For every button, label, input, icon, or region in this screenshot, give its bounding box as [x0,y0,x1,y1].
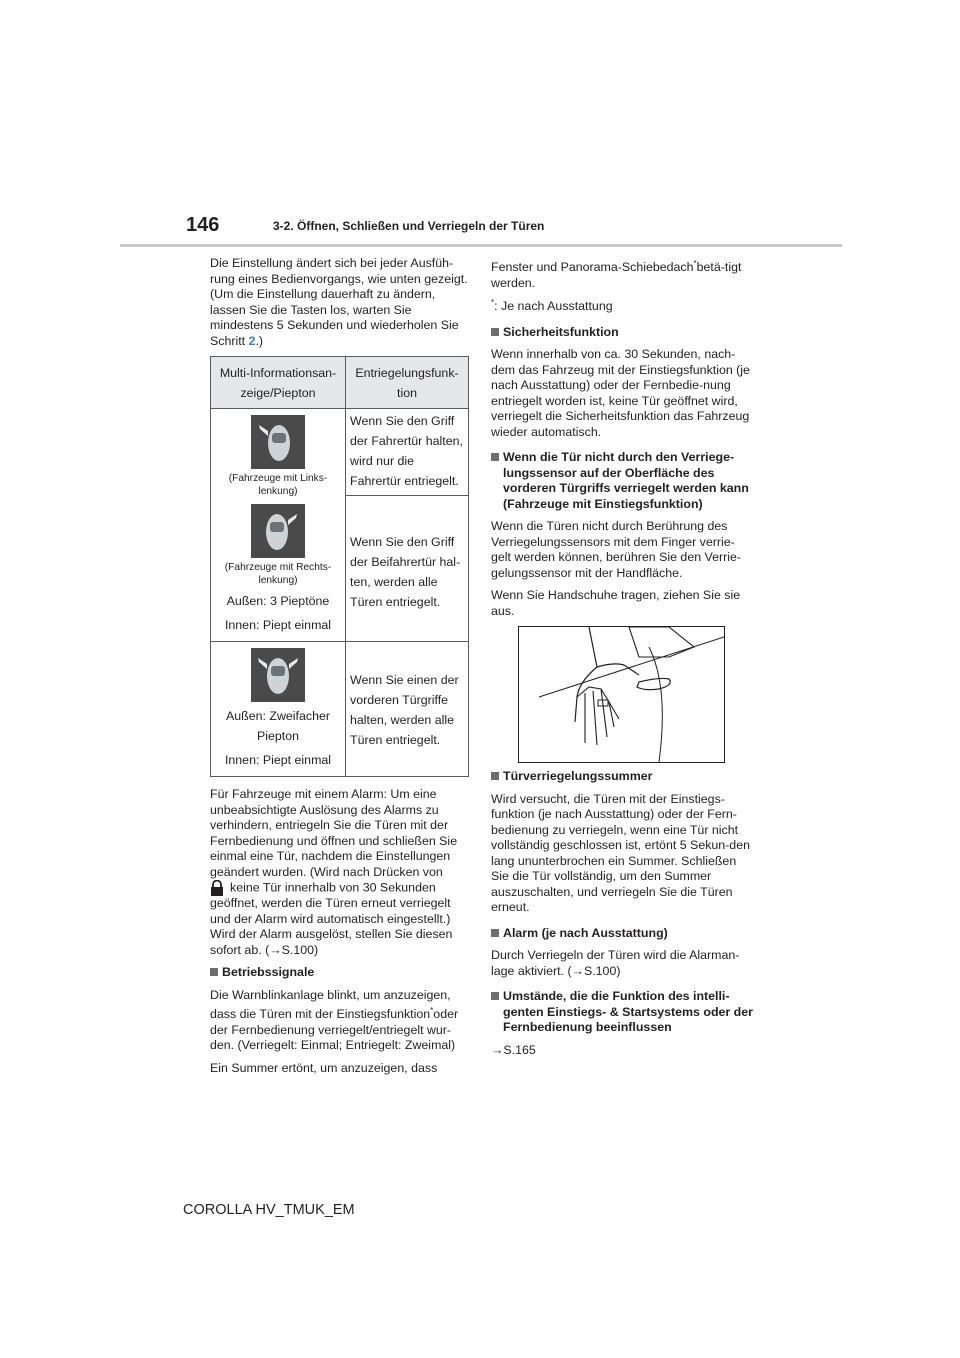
rhd-caption: (Fahrzeuge mit Rechts-lenkung) [224,562,332,586]
intro-paragraph [210,256,472,349]
sensor-text-2: Wenn Sie Handschuhe tragen, ziehen Sie sie aus. [491,588,741,618]
header-divider [120,244,842,247]
sensor-heading: Wenn die Tür nicht durch den Verriege-lungssensor auf der Oberfläche des vorderen Türgriffs verriegelt werden kann (Fahrzeuge mit Einstiegsfunktion) [491,450,753,512]
cont-text-1: Fenster und Panorama-Schiebedach [491,260,694,275]
betrieb-paragraph [210,988,472,1054]
footnote [491,295,753,315]
row3-inside: Innen: Piept einmal [224,753,332,767]
hand-on-door-handle-illustration [518,626,725,763]
row2-function: Wenn Sie den Griff der Beifahrertür hal-ten, werden alle Türen entriegelt. [346,496,469,642]
sich-text: Wenn innerhalb von ca. 30 Sekunden, nach-dem das Fahrzeug mit der Einstiegsfunktion (je nach Ausstattung) oder der Fernbedie-nung entriegelt worden ist, keine Tür geöffnet wird, verriegelt die Sicherheitsfunktion das Fahrzeug wieder automatisch. [491,347,750,439]
table-header-display: Multi-Informationsan-zeige/Piepton [211,357,346,409]
row3-function: Wenn Sie einen der vorderen Türgriffe halten, werden alle Türen entriegelt. [346,642,469,777]
alarm-heading: Alarm (je nach Ausstattung) [491,926,753,942]
table-header-function: Entriegelungsfunk-tion [346,357,469,409]
car-driver-door-open-icon [251,415,305,469]
umst-reference: →S.165 [491,1042,536,1057]
umst-heading: Umstände, die die Funktion des intelli-genten Einstiegs- & Startsystems oder der Fernbedienung beeinflussen [491,989,753,1036]
lhd-caption: (Fahrzeuge mit Links-lenkung) [228,473,328,497]
alarm-text-1: Für Fahrzeuge mit einem Alarm: Um eine unbeabsichtigte Auslösung des Alarms zu verhindern, entriegeln Sie die Türen mit der Fernbedienung und öffnen und schließen Sie einmal eine Tür, nachdem die Einstellungen geändert wurden. (Wird nach Drücken von [210,787,458,879]
section-title: 3-2. Öffnen, Schließen und Verriegeln der Türen [273,219,545,233]
intro-text: Die Einstellung ändert sich bei jeder Ausfüh-rung eines Bedienvorgangs, wie unten gezeigt. (Um die Einstellung dauerhaft zu ändern, lassen Sie die Tasten los, warten Sie mindestens 5 Sekunden und wiederholen Sie Schritt [210,256,468,348]
sensor-text-1: Wenn die Türen nicht durch Berührung des Verriegelungssensors mit dem Finger verrie-gelt werden können, berühren Sie den Verrie-gelungssensor mit der Handfläche. [491,519,742,580]
summer-heading: Türverriegelungssummer [491,769,753,785]
unlock-settings-table [210,356,469,777]
page-number: 146 [186,214,220,236]
car-all-doors-open-icon [251,648,305,702]
row1-function: Wenn Sie den Griff der Fahrertür halten, wird nur die Fahrertür entriegelt. [346,409,469,496]
continued-paragraph [491,256,753,291]
right-column [491,256,753,626]
footer-model: COROLLA HV_TMUK_EM [183,1202,355,1218]
footnote-text: : Je nach Ausstattung [494,299,613,314]
alarm-text: Durch Verriegeln der Türen wird die Alarman-lage aktiviert. (→S.100) [491,948,740,978]
betrieb-asterisk: * [430,1006,434,1015]
left-column [210,256,472,1083]
summer-paragraph: Ein Summer ertönt, um anzuzeigen, dass [210,1060,438,1075]
alarm-text-2: keine Tür innerhalb von 30 Sekunden geöffnet, werden die Türen erneut verriegelt und der Alarm wird automatisch eingestellt.) Wird der Alarm ausgelöst, stellen Sie diesen sofort ab. (→S.100) [210,880,453,957]
lock-icon [210,880,224,896]
betrieb-heading: Betriebssignale [210,965,472,981]
footnote-mark: * [491,298,495,308]
betrieb-text-1: Die Warnblinkanlage blinkt, um anzuzeigen, dass die Türen mit der Einstiegsfunktion [210,987,451,1022]
summer-text: Wird versucht, die Türen mit der Einstiegs-funktion (je nach Ausstattung) oder der Fern-bedienung zu verriegeln, wenn eine Tür nicht vollständig geschlossen ist, ertönt 5 Sekun-den lang ununterbrochen ein Summer. Schließen Sie die Tür vollständig, um den Summer auszuschalten, und verriegeln Sie die Türen erneut. [491,791,750,914]
sich-heading: Sicherheitsfunktion [491,325,753,341]
cont-asterisk: * [693,259,697,268]
car-passenger-door-open-icon [251,504,305,558]
betrieb-text-2: oder der Fernbedienung verriegelt/entriegelt wur-den. (Verriegelt: Einmal; Entriegelt: Zweimal) [210,1007,459,1053]
step-number: 2 [248,333,256,348]
row3-outside: Außen: Zweifacher Piepton [226,709,330,743]
intro-end: .) [255,333,264,348]
cont-text-2: betä-tigt werden. [491,260,742,290]
alarm-paragraph [210,787,472,958]
right-column-lower [491,769,753,1065]
row2-inside: Innen: Piept einmal [224,618,332,632]
row2-outside: Außen: 3 Pieptöne [226,594,330,608]
